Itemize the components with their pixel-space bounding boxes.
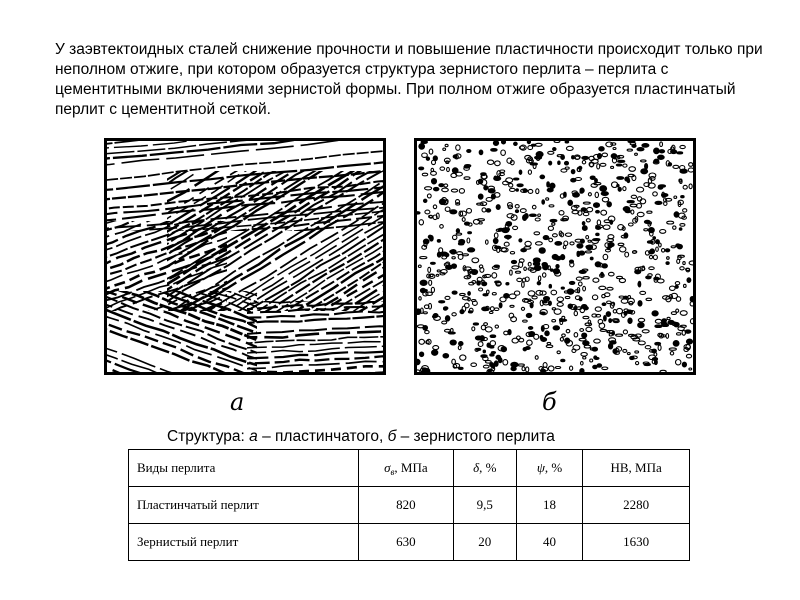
row-psi: 18 [516,487,582,524]
table-row [129,487,690,524]
sigma-unit: , МПа [394,459,428,475]
header-delta [453,450,516,487]
row-hb: 1630 [583,524,690,561]
lamellar-pearlite-micrograph [104,138,386,375]
row-sigma: 630 [359,524,454,561]
delta-symbol: δ [473,460,480,475]
pearlite-properties-table [128,449,690,561]
row-delta: 20 [453,524,516,561]
caption-a: а [249,428,258,445]
caption-b-text: – зернистого перлита [396,428,555,445]
psi-symbol: ψ [536,460,545,475]
sigma-subscript: в [390,466,395,477]
intro-paragraph: У заэвтектоидных сталей снижение прочности и повышение пластичности происходит только при неполном отжиге, при котором образуется структура зернистого перлита – перлита с цементитными включениями зернистой формы. При полном отжиге образуется пластинчатый перлит с цементитной сеткой. [55,41,763,118]
figure-label-b: б [542,388,557,416]
caption-b: б [387,428,397,445]
header-psi [516,450,582,487]
caption-prefix: Структура: [167,428,250,445]
row-type: Зернистый перлит [129,524,359,561]
figure-caption [167,428,555,446]
delta-unit: , % [479,460,497,475]
header-sigma [359,450,454,487]
lamellar-pearlite-texture [107,141,383,372]
table-header-row [129,450,690,487]
figure-label-a: а [230,388,245,416]
row-type: Пластинчатый перлит [129,487,359,524]
caption-a-text: – пластинчатого, [257,428,388,445]
row-hb: 2280 [583,487,690,524]
sigma-symbol: σ [384,459,391,475]
header-type: Виды перлита [129,450,359,487]
granular-pearlite-micrograph [414,138,696,375]
header-hb: НВ, МПа [583,450,690,487]
granular-pearlite-texture [417,141,693,372]
row-delta: 9,5 [453,487,516,524]
row-sigma: 820 [359,487,454,524]
table-row [129,524,690,561]
psi-unit: , % [544,460,563,475]
row-psi: 40 [516,524,582,561]
